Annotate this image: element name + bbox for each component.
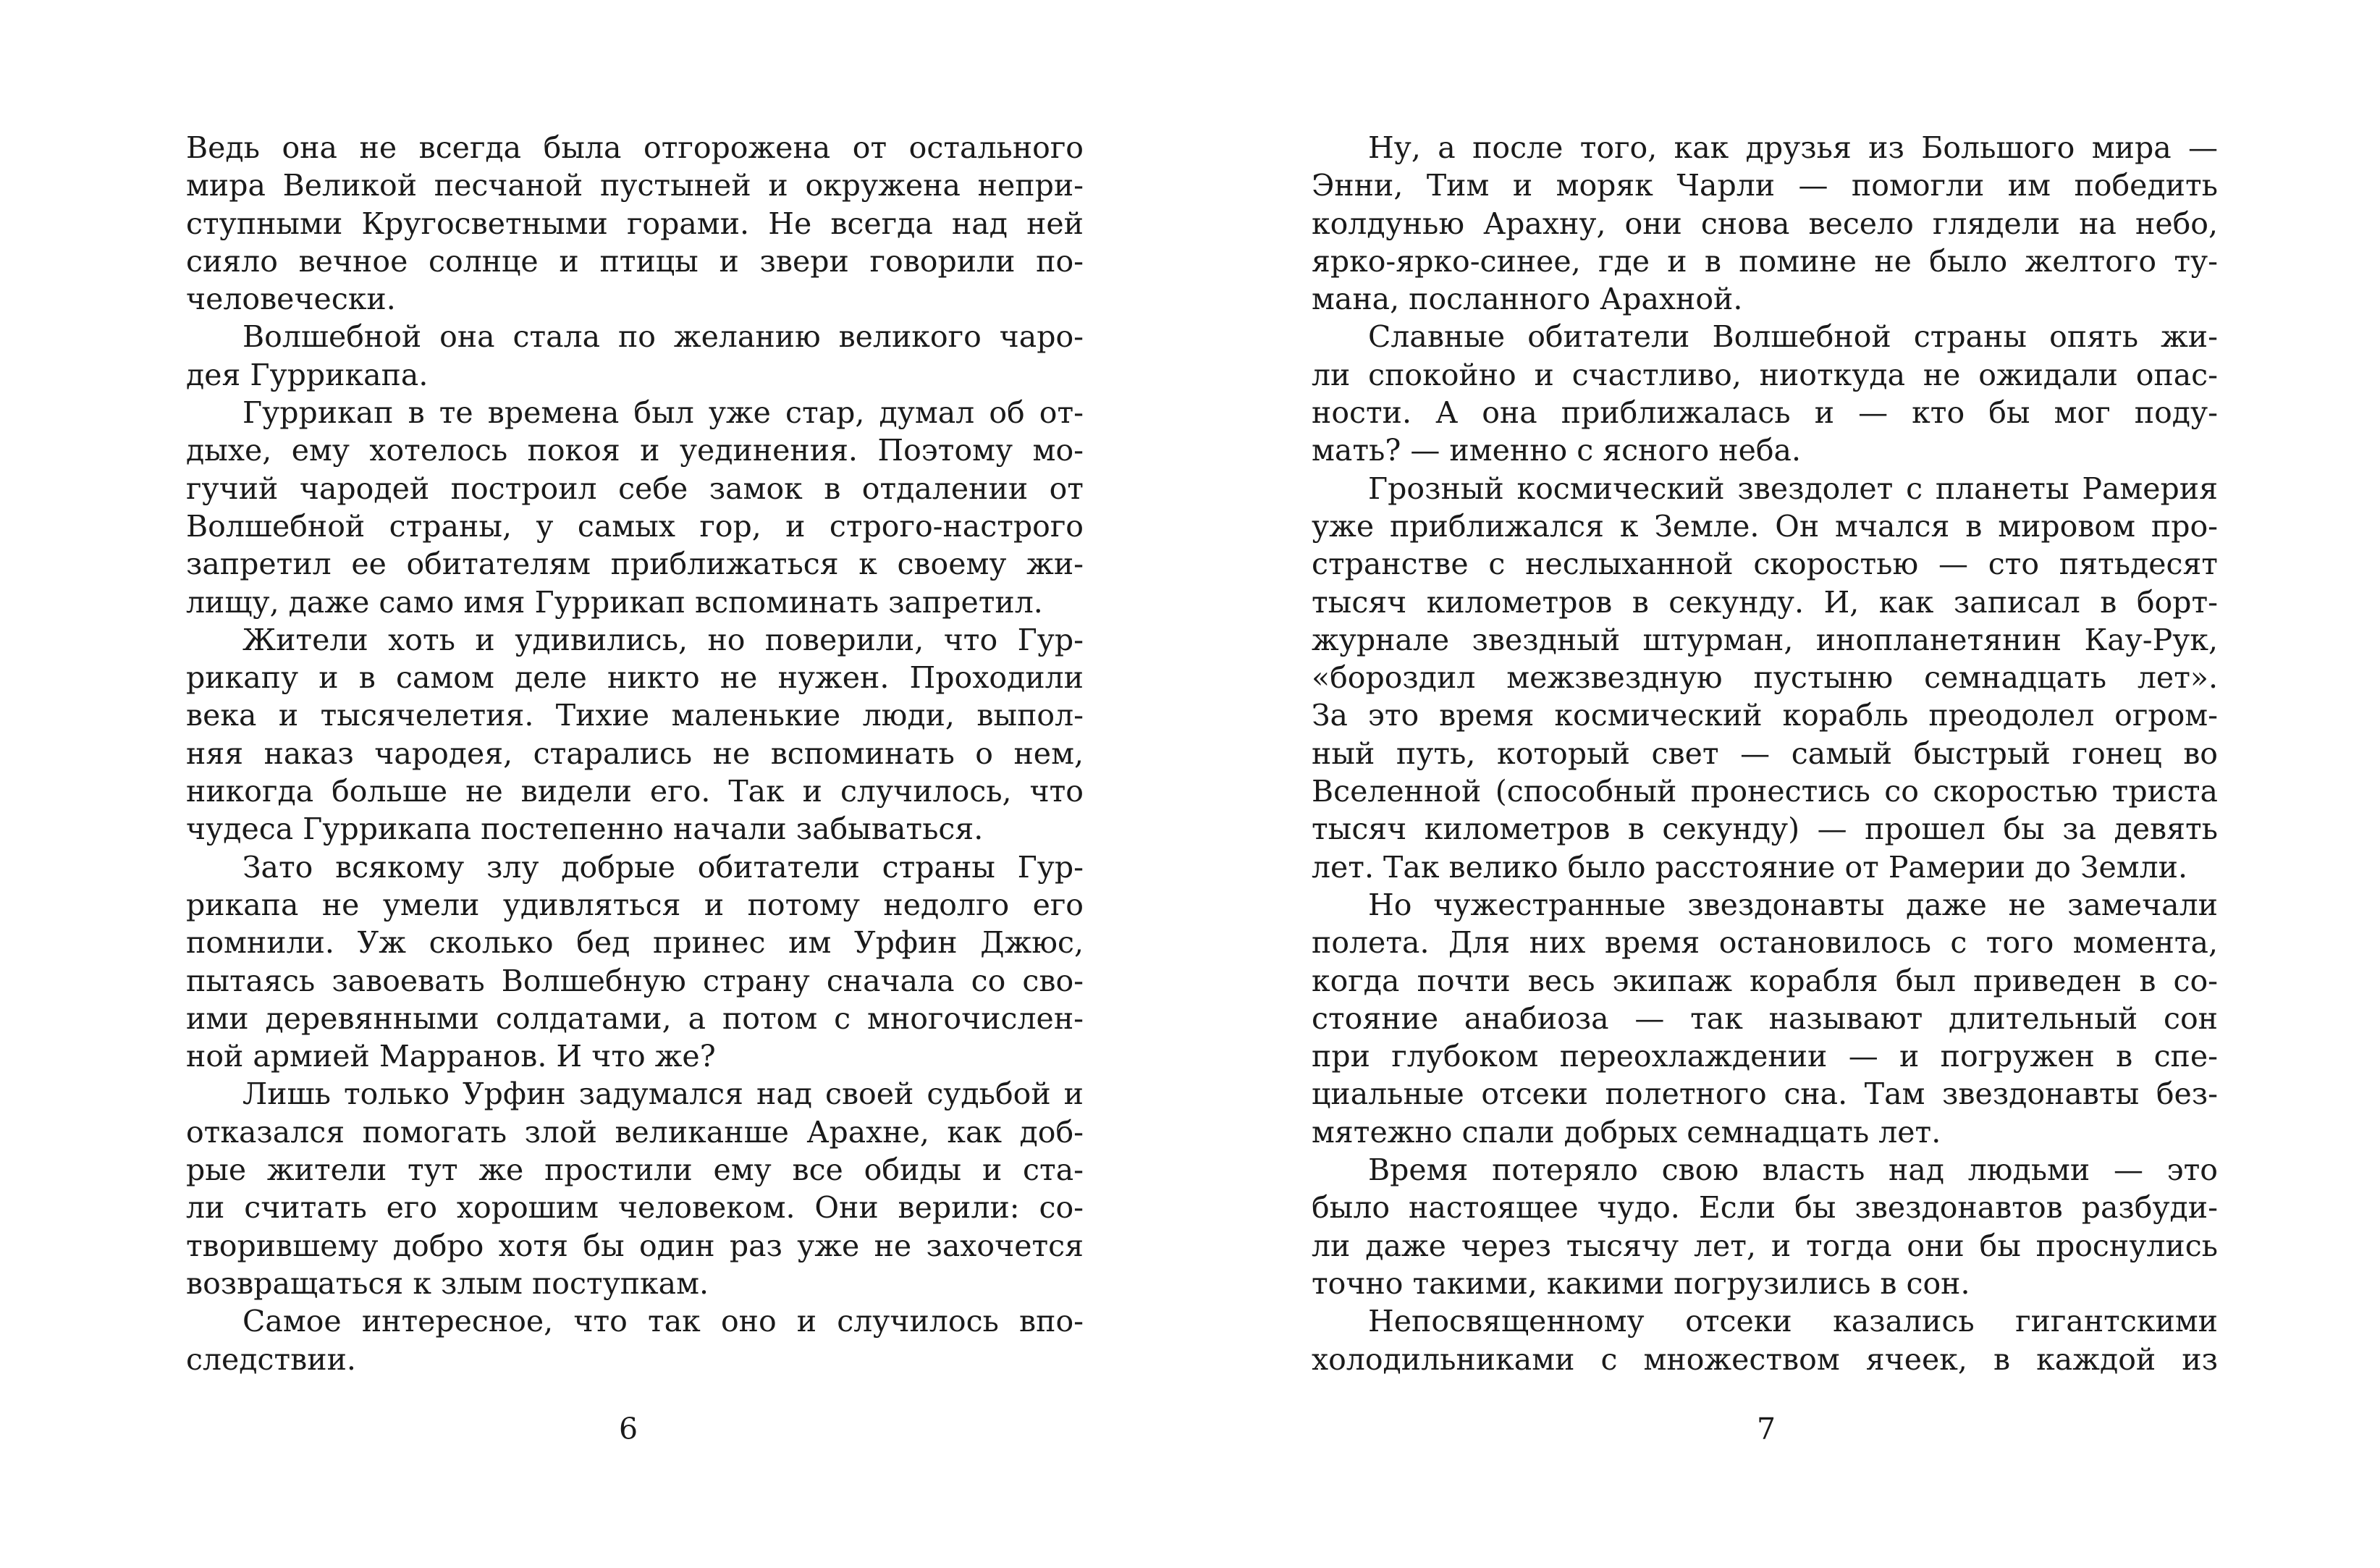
text-line: когда почти весь экипаж корабля был приведен в со-: [1312, 963, 2218, 998]
text-line: Гуррикап в те времена был уже стар, думал об от-: [242, 395, 1084, 431]
text-line: Вселенной (способный пронестись со скоростью триста: [1312, 774, 2218, 809]
text-line: пытаясь завоевать Волшебную страну сначала со сво-: [186, 963, 1084, 998]
text-line: ли считать его хорошим человеком. Они верили: со-: [186, 1190, 1084, 1226]
text-line: Жители хоть и удивились, но поверили, что Гур-: [242, 622, 1084, 657]
text-line: журнале звездный штурман, инопланетянин Кау-Рук,: [1312, 622, 2218, 657]
text-line: ли спокойно и счастливо, ниоткуда не ожидали опас-: [1312, 357, 2218, 392]
text-line: няя наказ чародея, старались не вспоминать о нем,: [186, 735, 1084, 771]
text-line: ный путь, который свет — самый быстрый гонец во: [1312, 735, 2218, 771]
text-line: тысяч километров в секунду. И, как записал в борт-: [1312, 584, 2218, 620]
text-line: следствии.: [186, 1341, 356, 1377]
page-number-left: 6: [618, 1412, 638, 1446]
text-line: мятежно спали добрых семнадцать лет.: [1312, 1114, 1941, 1150]
text-line: колдунью Арахну, они снова весело глядели на небо,: [1312, 206, 2218, 241]
text-line: отказался помогать злой великанше Арахне, как доб-: [186, 1114, 1084, 1150]
text-line: никогда больше не видели его. Так и случилось, что: [186, 774, 1084, 809]
text-line: сияло вечное солнце и птицы и звери говорили по-: [186, 243, 1084, 279]
text-line: циальные отсеки полетного сна. Там звездонавты без-: [1312, 1076, 2218, 1112]
text-line: Время потеряло свою власть над людьми — это: [1368, 1152, 2218, 1188]
text-line: ступными Кругосветными горами. Не всегда над ней: [186, 206, 1084, 241]
text-line: было настоящее чудо. Если бы звездонавтов разбуди-: [1312, 1190, 2218, 1226]
text-line: Зато всякому злу добрые обитатели страны Гур-: [242, 849, 1084, 885]
text-line: уже приближался к Земле. Он мчался в мировом про-: [1312, 508, 2218, 544]
text-line: творившему добро хотя бы один раз уже не захочется: [186, 1228, 1084, 1263]
text-line: чудеса Гуррикапа постепенно начали забываться.: [186, 812, 984, 847]
text-line: странстве с неслыханной скоростью — сто пятьдесят: [1312, 547, 2218, 582]
text-line: Непосвященному отсеки казались гигантскими: [1368, 1304, 2218, 1339]
text-line: мана, посланного Арахной.: [1312, 282, 1743, 317]
text-line: полета. Для них время остановилось с того момента,: [1312, 925, 2218, 961]
text-line: запретил ее обитателям приближаться к своему жи-: [186, 547, 1084, 582]
text-line: помнили. Уж сколько бед принес им Урфин Джюс,: [186, 925, 1084, 961]
text-line: «бороздил межзвездную пустыню семнадцать лет».: [1312, 660, 2218, 696]
text-line: ной армией Марранов. И что же?: [186, 1039, 716, 1074]
left-page: [186, 129, 1084, 1378]
text-line: точно такими, какими погрузились в сон.: [1312, 1265, 1970, 1301]
text-line: дея Гуррикапа.: [186, 357, 429, 392]
text-line: лет. Так велико было расстояние от Рамерии до Земли.: [1312, 849, 2188, 885]
right-page: [1312, 129, 2218, 1378]
page-number-right: 7: [1756, 1412, 1776, 1446]
text-line: Ведь она не всегда была отгорожена от остального: [186, 130, 1084, 165]
text-line: дыхе, ему хотелось покоя и уединения. Поэтому мо-: [186, 433, 1084, 468]
text-line: Ну, а после того, как друзья из Большого мира —: [1368, 130, 2218, 165]
text-line: гучий чародей построил себе замок в отдалении от: [186, 471, 1084, 506]
text-line: Волшебной страны, у самых гор, и строго-настрого: [186, 508, 1084, 544]
text-line: Самое интересное, что так оно и случилось впо-: [242, 1304, 1084, 1339]
text-line: Но чужестранные звездонавты даже не замечали: [1368, 887, 2218, 922]
text-line: Волшебной она стала по желанию великого чаро-: [242, 319, 1084, 355]
text-line: Славные обитатели Волшебной страны опять жи-: [1368, 319, 2218, 355]
text-line: рые жители тут же простили ему все обиды и ста-: [186, 1152, 1084, 1188]
text-line: тысяч километров в секунду) — прошел бы за девять: [1312, 812, 2218, 847]
text-line: века и тысячелетия. Тихие маленькие люди, выпол-: [186, 698, 1084, 733]
text-line: Грозный космический звездолет с планеты Рамерия: [1368, 471, 2218, 506]
text-line: Лишь только Урфин задумался над своей судьбой и: [242, 1076, 1084, 1112]
text-line: человечески.: [186, 282, 396, 317]
text-line: холодильниками с множеством ячеек, в каждой из: [1312, 1341, 2218, 1377]
text-line: ности. А она приближалась и — кто бы мог поду-: [1312, 395, 2218, 431]
text-line: ими деревянными солдатами, а потом с многочислен-: [186, 1000, 1084, 1036]
text-line: возвращаться к злым поступкам.: [186, 1265, 709, 1301]
text-line: ярко-ярко-синее, где и в помине не было желтого ту-: [1312, 243, 2218, 279]
text-line: лищу, даже само имя Гуррикап вспоминать запретил.: [186, 584, 1043, 620]
text-line: ли даже через тысячу лет, и тогда они бы проснулись: [1312, 1228, 2218, 1263]
text-line: рикапу и в самом деле никто не нужен. Проходили: [186, 660, 1084, 696]
text-line: рикапа не умели удивляться и потому недолго его: [186, 887, 1084, 922]
text-line: За это время космический корабль преодолел огром-: [1312, 698, 2218, 733]
text-line: при глубоком переохлаждении — и погружен в спе-: [1312, 1039, 2218, 1074]
text-line: стояние анабиоза — так называют длительный сон: [1312, 1000, 2218, 1036]
text-line: мать? — именно с ясного неба.: [1312, 433, 1802, 468]
text-line: мира Великой песчаной пустыней и окружена непри-: [186, 168, 1084, 203]
text-line: Энни, Тим и моряк Чарли — помогли им победить: [1312, 168, 2218, 203]
